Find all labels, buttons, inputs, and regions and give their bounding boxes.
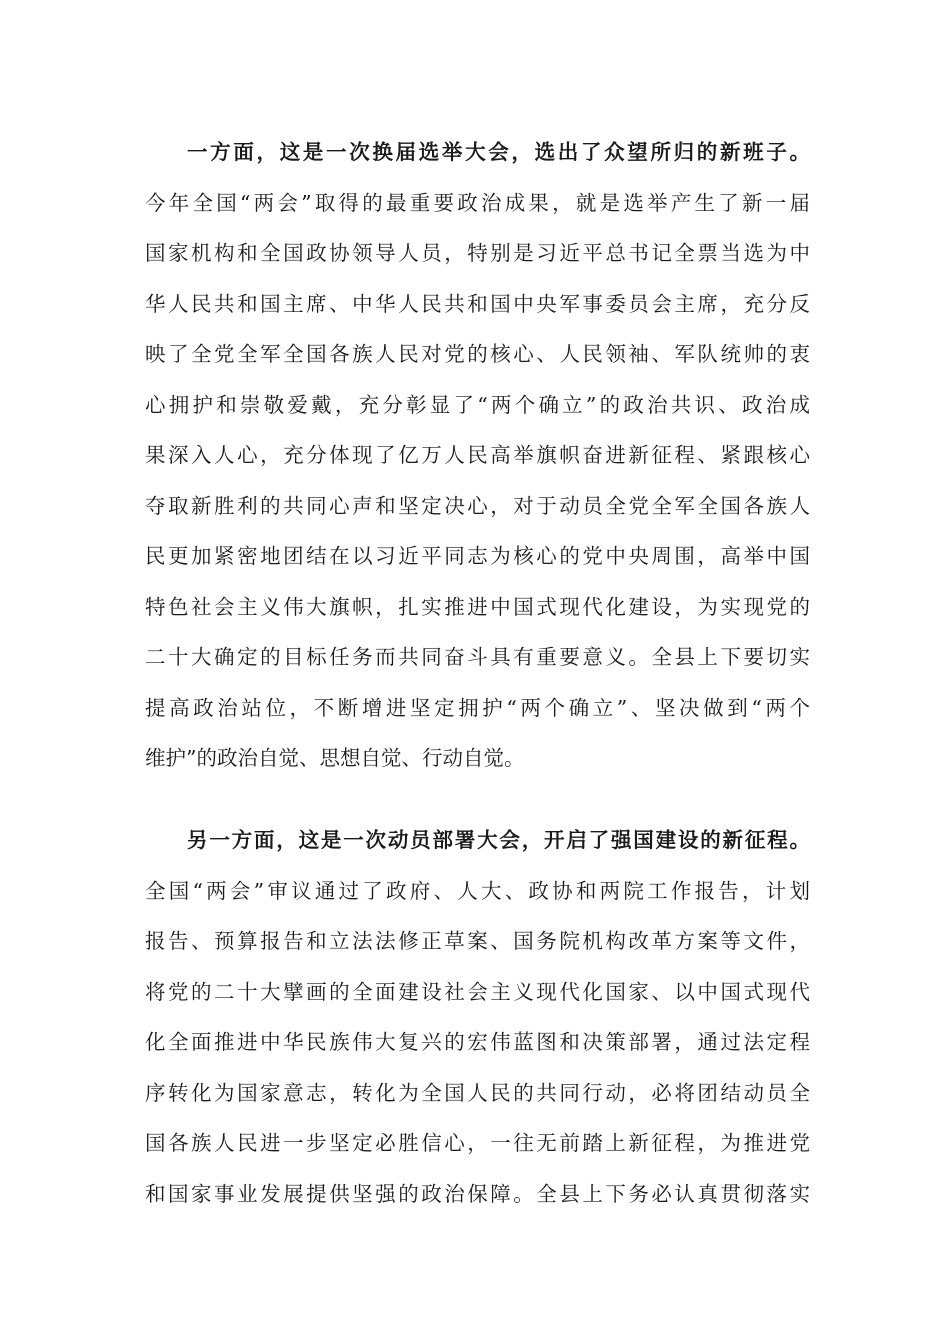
text-line: 报告、预算报告和立法法修正草案、国务院机构改革方案等文件，: [145, 929, 810, 953]
text-line: 化全面推进中华民族伟大复兴的宏伟蓝图和决策部署，通过法定程: [145, 1030, 810, 1054]
text-line: 将党的二十大擘画的全面建设社会主义现代化国家、以中国式现代: [145, 979, 810, 1004]
text-line: 今年全国“两会”取得的最重要政治成果，就是选举产生了新一届: [145, 190, 810, 215]
paragraph-2: [145, 815, 810, 1219]
text-line: 和国家事业发展提供坚强的政治保障。全县上下务必认真贯彻落实: [145, 1181, 810, 1206]
text-line: 映了全党全军全国各族人民对党的核心、人民领袖、军队统帅的衷: [145, 342, 810, 366]
text-line: 特色社会主义伟大旗帜，扎实推进中国式现代化建设，为实现党的: [145, 594, 810, 619]
text-line: 华人民共和国主席、中华人民共和国中央军事委员会主席，充分反: [145, 291, 810, 316]
text-line: 维护”的政治自觉、思想自觉、行动自觉。: [145, 746, 525, 770]
text-line: 果深入人心，充分体现了亿万人民高举旗帜奋进新征程、紧跟核心: [145, 443, 810, 467]
paragraph-lead-sentence: 一方面，这是一次换届选举大会，选出了众望所归的新班子。: [187, 140, 810, 164]
text-line: 国家机构和全国政协领导人员，特别是习近平总书记全票当选为中: [145, 241, 810, 265]
text-line: 心拥护和崇敬爱戴，充分彰显了“两个确立”的政治共识、政治成: [145, 392, 810, 417]
text-line: 序转化为国家意志，转化为全国人民的共同行动，必将团结动员全: [145, 1080, 810, 1105]
text-line: 国各族人民进一步坚定必胜信心，一往无前踏上新征程，为推进党: [145, 1131, 810, 1155]
paragraph-1: [145, 127, 810, 784]
text-line: 夺取新胜利的共同心声和坚定决心，对于动员全党全军全国各族人: [145, 493, 810, 518]
text-line: 提高政治站位，不断增进坚定拥护“两个确立”、坚决做到“两个: [145, 695, 810, 720]
text-line: 民更加紧密地团结在以习近平同志为核心的党中央周围，高举中国: [145, 544, 810, 568]
text-line: 二十大确定的目标任务而共同奋斗具有重要意义。全县上下要切实: [145, 645, 810, 669]
paragraph-lead-sentence: 另一方面，这是一次动员部署大会，开启了强国建设的新征程。: [187, 828, 810, 852]
text-line: 全国“两会”审议通过了政府、人大、政协和两院工作报告，计划: [145, 878, 810, 903]
